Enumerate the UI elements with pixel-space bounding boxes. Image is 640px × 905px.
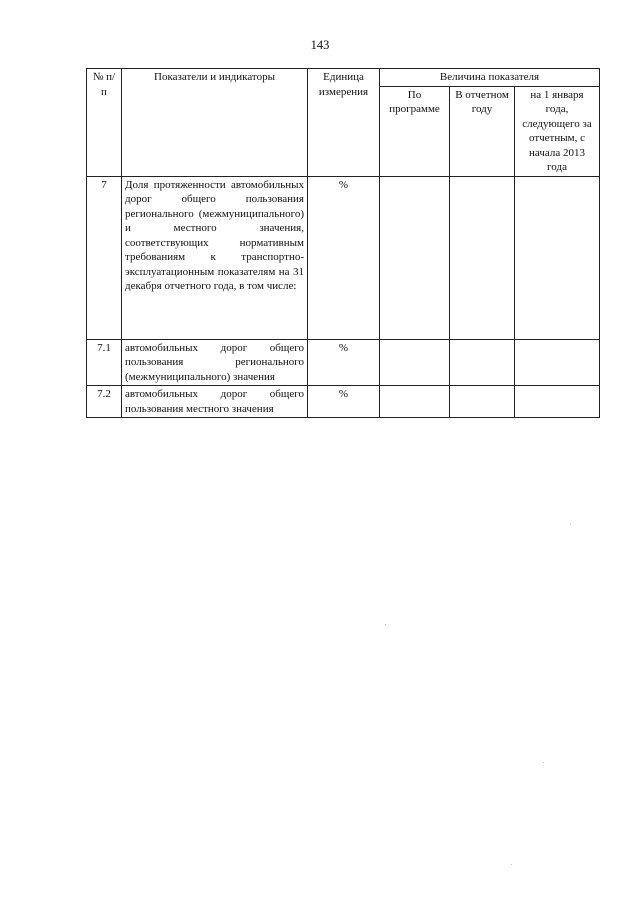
- header-value-group: Величина показателя: [380, 69, 600, 87]
- by-program-cell: [380, 386, 450, 418]
- row-number: 7: [87, 176, 122, 339]
- page-number: 143: [310, 38, 330, 52]
- by-program-cell: [380, 339, 450, 386]
- jan1-cell: [515, 339, 600, 386]
- jan1-cell: [515, 386, 600, 418]
- scan-speck: [511, 864, 512, 865]
- reporting-year-cell: [450, 339, 515, 386]
- reporting-year-cell: [450, 176, 515, 339]
- scan-speck: [543, 762, 544, 763]
- row-number: 7.2: [87, 386, 122, 418]
- row-number: 7.1: [87, 339, 122, 386]
- by-program-cell: [380, 176, 450, 339]
- jan1-cell: [515, 176, 600, 339]
- header-by-program: По программе: [380, 86, 450, 176]
- table-row: [87, 176, 600, 339]
- indicator-name: автомобильных дорог общего пользования местного значения: [122, 386, 308, 418]
- unit-cell: %: [308, 339, 380, 386]
- header-row-number: № п/п: [87, 69, 122, 177]
- indicator-name: Доля протяженности автомобильных дорог общего пользования регионального (межмуниципального) и местного значения, соответствующих нормативным требованиям к транспортно-эксплуатационным показателям на 31 декабря отчетного года, в том числе:: [122, 176, 308, 339]
- indicators-table: [86, 68, 600, 418]
- header-reporting-year: В отчетном году: [450, 86, 515, 176]
- scan-speck: [385, 624, 386, 625]
- table-row: [87, 386, 600, 418]
- header-jan1-next-year: на 1 января года, следующего за отчетным, с начала 2013 года: [515, 86, 600, 176]
- unit-cell: %: [308, 176, 380, 339]
- scan-speck: [570, 524, 571, 525]
- header-indicator: Показатели и индикаторы: [122, 69, 308, 177]
- table-row: [87, 339, 600, 386]
- reporting-year-cell: [450, 386, 515, 418]
- header-unit: Единица измерения: [308, 69, 380, 177]
- unit-cell: %: [308, 386, 380, 418]
- indicator-name: автомобильных дорог общего пользования регионального (межмуниципального) значения: [122, 339, 308, 386]
